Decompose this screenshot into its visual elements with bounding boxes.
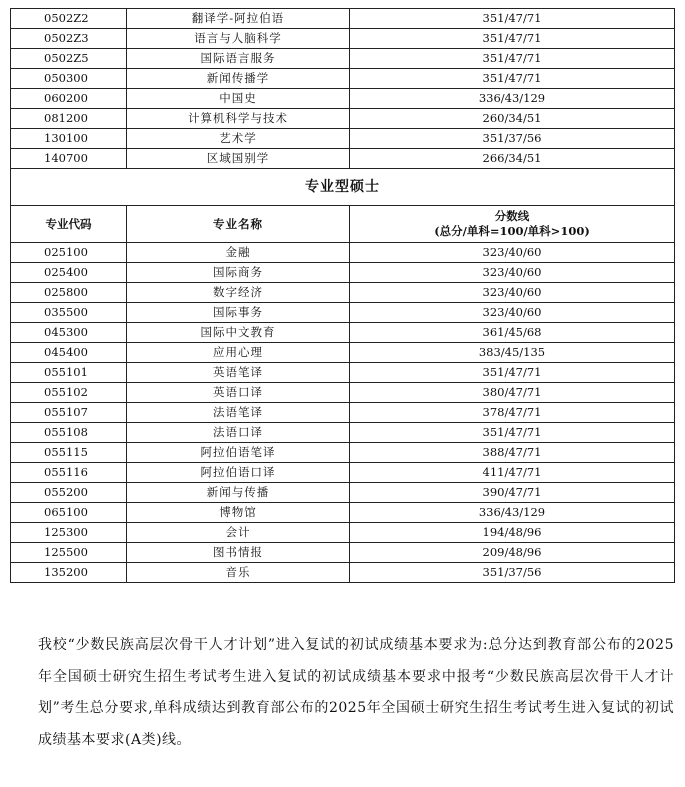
academic-rows [11, 9, 675, 169]
program-name: 艺术学 [127, 129, 350, 149]
table-row [11, 343, 675, 363]
score-line: 260/34/51 [350, 109, 675, 129]
table-row [11, 363, 675, 383]
table-row [11, 443, 675, 463]
column-header-score [350, 206, 675, 243]
score-line: 390/47/71 [350, 483, 675, 503]
table-row [11, 563, 675, 583]
score-table [10, 8, 675, 583]
column-header-code: 专业代码 [11, 206, 127, 243]
program-code: 055200 [11, 483, 127, 503]
program-name: 语言与人脑科学 [127, 29, 350, 49]
program-name: 阿拉伯语笔译 [127, 443, 350, 463]
program-name: 音乐 [127, 563, 350, 583]
program-name: 中国史 [127, 89, 350, 109]
column-header-name: 专业名称 [127, 206, 350, 243]
program-code: 060200 [11, 89, 127, 109]
score-line: 351/47/71 [350, 423, 675, 443]
table-row [11, 543, 675, 563]
score-line: 351/47/71 [350, 49, 675, 69]
score-line: 351/47/71 [350, 9, 675, 29]
note-text: 我校“少数民族高层次骨干人才计划”进入复试的初试成绩基本要求为:总分达到教育部公布的2025年全国硕士研究生招生考试考生进入复试的初试成绩基本要求中报考“少数民族高层次骨干人才计划”考生总分要求,单科成绩达到教育部公布的2025年全国硕士研究生招生考试考生进入复试的初试成绩基本要求(A类)线。 [38, 637, 674, 748]
score-line: 323/40/60 [350, 303, 675, 323]
table-row [11, 129, 675, 149]
table-row [11, 29, 675, 49]
score-line: 378/47/71 [350, 403, 675, 423]
score-line: 351/37/56 [350, 563, 675, 583]
table-row [11, 483, 675, 503]
program-name: 阿拉伯语口译 [127, 463, 350, 483]
program-name: 新闻与传播 [127, 483, 350, 503]
program-name: 国际语言服务 [127, 49, 350, 69]
professional-section [11, 169, 675, 243]
program-code: 025800 [11, 283, 127, 303]
score-line: 194/48/96 [350, 523, 675, 543]
program-name: 国际中文教育 [127, 323, 350, 343]
table-row [11, 9, 675, 29]
table-row [11, 503, 675, 523]
program-name: 区域国别学 [127, 149, 350, 169]
table-row [11, 243, 675, 263]
program-code: 0502Z2 [11, 9, 127, 29]
score-line: 351/47/71 [350, 363, 675, 383]
program-code: 055101 [11, 363, 127, 383]
program-code: 0502Z3 [11, 29, 127, 49]
column-header-score-format: (总分/单科=100/单科>100) [434, 224, 590, 238]
table-row [11, 109, 675, 129]
table-row [11, 383, 675, 403]
program-code: 081200 [11, 109, 127, 129]
table-row [11, 523, 675, 543]
score-line: 323/40/60 [350, 243, 675, 263]
score-line: 323/40/60 [350, 263, 675, 283]
program-code: 035500 [11, 303, 127, 323]
score-line: 388/47/71 [350, 443, 675, 463]
program-name: 法语口译 [127, 423, 350, 443]
table-row [11, 283, 675, 303]
program-name: 法语笔译 [127, 403, 350, 423]
section-title: 专业型硕士 [11, 169, 675, 206]
section-title-row [11, 169, 675, 206]
table-row [11, 323, 675, 343]
program-code: 065100 [11, 503, 127, 523]
program-code: 045300 [11, 323, 127, 343]
program-code: 055108 [11, 423, 127, 443]
program-name: 国际事务 [127, 303, 350, 323]
score-line: 383/45/135 [350, 343, 675, 363]
program-name: 英语笔译 [127, 363, 350, 383]
score-line: 411/47/71 [350, 463, 675, 483]
program-code: 0502Z5 [11, 49, 127, 69]
table-row [11, 69, 675, 89]
program-name: 会计 [127, 523, 350, 543]
program-name: 应用心理 [127, 343, 350, 363]
program-code: 055115 [11, 443, 127, 463]
program-code: 055102 [11, 383, 127, 403]
program-code: 135200 [11, 563, 127, 583]
score-line: 361/45/68 [350, 323, 675, 343]
score-line: 209/48/96 [350, 543, 675, 563]
score-line: 351/37/56 [350, 129, 675, 149]
table-row [11, 49, 675, 69]
column-header-score-title: 分数线 [494, 209, 530, 223]
score-line: 351/47/71 [350, 29, 675, 49]
program-name: 翻译学-阿拉伯语 [127, 9, 350, 29]
program-code: 130100 [11, 129, 127, 149]
program-name: 金融 [127, 243, 350, 263]
score-line: 323/40/60 [350, 283, 675, 303]
score-line: 266/34/51 [350, 149, 675, 169]
program-name: 数字经济 [127, 283, 350, 303]
program-name: 英语口译 [127, 383, 350, 403]
score-line: 380/47/71 [350, 383, 675, 403]
program-code: 025400 [11, 263, 127, 283]
program-code: 050300 [11, 69, 127, 89]
program-name: 新闻传播学 [127, 69, 350, 89]
program-code: 055107 [11, 403, 127, 423]
table-row [11, 263, 675, 283]
score-line: 351/47/71 [350, 69, 675, 89]
program-code: 025100 [11, 243, 127, 263]
program-name: 计算机科学与技术 [127, 109, 350, 129]
table-row [11, 403, 675, 423]
program-name: 博物馆 [127, 503, 350, 523]
score-line: 336/43/129 [350, 89, 675, 109]
program-code: 125300 [11, 523, 127, 543]
column-header-row [11, 206, 675, 243]
table-row [11, 149, 675, 169]
program-code: 140700 [11, 149, 127, 169]
program-code: 125500 [11, 543, 127, 563]
program-name: 国际商务 [127, 263, 350, 283]
score-line: 336/43/129 [350, 503, 675, 523]
table-row [11, 303, 675, 323]
program-name: 图书情报 [127, 543, 350, 563]
professional-rows [11, 243, 675, 583]
table-row [11, 89, 675, 109]
program-code: 045400 [11, 343, 127, 363]
program-code: 055116 [11, 463, 127, 483]
note-paragraph [10, 630, 674, 756]
table-row [11, 423, 675, 443]
table-row [11, 463, 675, 483]
